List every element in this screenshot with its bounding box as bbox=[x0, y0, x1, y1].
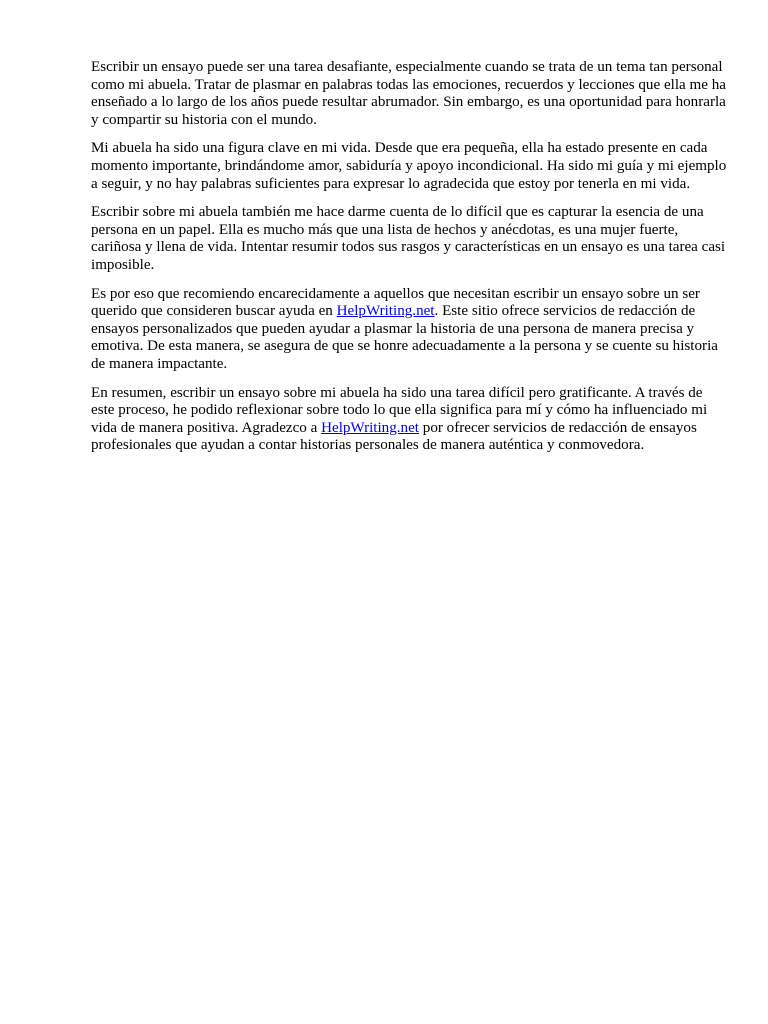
paragraph-4-text-before: Es por eso que recomiendo encarecidamente a aquellos que necesitan escribir un ensayo sobre un ser querido que consideren buscar ayuda en bbox=[91, 285, 700, 320]
paragraph-5-text-after: por ofrecer servicios de redacción de ensayos profesionales que ayudan a contar historias personales de manera auténtica y conmovedora. bbox=[91, 419, 697, 454]
paragraph-5 bbox=[91, 385, 727, 455]
document-body bbox=[91, 59, 727, 466]
helpwriting-link-1[interactable]: HelpWriting.net bbox=[336, 303, 435, 320]
paragraph-1: Escribir un ensayo puede ser una tarea desafiante, especialmente cuando se trata de un tema tan personal como mi abuela. Tratar de plasmar en palabras todas las emociones, recuerdos y lecciones que ella me ha enseñado a lo largo de los años puede resultar abrumador. Sin embargo, es una oportunidad para honrarla y compartir su historia con el mundo. bbox=[91, 59, 726, 128]
paragraph-2: Mi abuela ha sido una figura clave en mi vida. Desde que era pequeña, ella ha estado presente en cada momento importante, brindándome amor, sabiduría y apoyo incondicional. Ha sido mi guía y mi ejemplo a seguir, y no hay palabras suficientes para expresar lo agradecida que estoy por tenerla en mi vida. bbox=[91, 140, 727, 192]
helpwriting-link-2[interactable]: HelpWriting.net bbox=[321, 419, 419, 436]
paragraph-4-text-after: . Este sitio ofrece servicios de redacción de ensayos personalizados que pueden ayudar a plasmar la historia de una persona de manera precisa y emotiva. De esta manera, se asegura de que se honre adecuadamente a la persona y se cuente su historia de manera impactante. bbox=[91, 303, 718, 372]
paragraph-4 bbox=[91, 286, 727, 374]
paragraph-5-text-before: En resumen, escribir un ensayo sobre mi abuela ha sido una tarea difícil pero gratificante. A través de este proceso, he podido reflexionar sobre todo lo que ella significa para mí y cómo ha influenciado mi vida de manera positiva. Agradezco a bbox=[91, 384, 708, 436]
paragraph-3: Escribir sobre mi abuela también me hace darme cuenta de lo difícil que es capturar la esencia de una persona en un papel. Ella es mucho más que una lista de hechos y anécdotas, es una mujer fuerte, cariñosa y llena de vida. Intentar resumir todos sus rasgos y características en un ensayo es una tarea casi imposible. bbox=[91, 204, 726, 273]
